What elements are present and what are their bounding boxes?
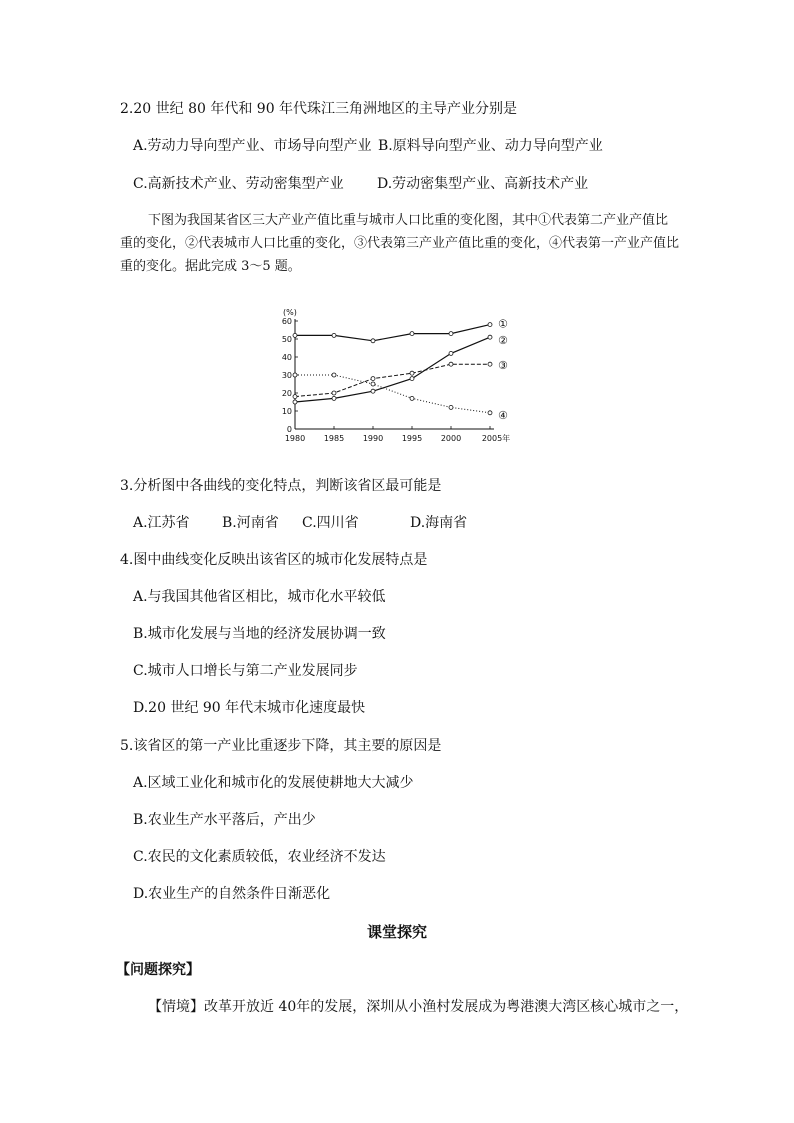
series-4-point bbox=[488, 411, 492, 415]
q5-stem: 5.该省区的第一产业比重逐步下降，其主要的原因是 bbox=[120, 738, 442, 754]
q4-stem: 4.图中曲线变化反映出该省区的城市化发展特点是 bbox=[120, 552, 428, 568]
series-line-1 bbox=[295, 325, 490, 341]
y-axis-tick-labels bbox=[282, 317, 292, 434]
q5-option-b: B.农业生产水平落后，产出少 bbox=[133, 812, 316, 828]
series-1-point bbox=[410, 332, 414, 336]
q4-option-c: C.城市人口增长与第二产业发展同步 bbox=[133, 663, 358, 679]
q2-option-c: C.高新技术产业、劳动密集型产业 bbox=[133, 176, 344, 192]
q3-stem: 3.分析图中各曲线的变化特点，判断该省区最可能是 bbox=[120, 478, 442, 494]
y-tick-label: 0 bbox=[286, 425, 292, 434]
series-3-point bbox=[410, 371, 414, 375]
series-3-point bbox=[488, 362, 492, 366]
y-tick-label: 40 bbox=[281, 353, 292, 362]
series-2-point bbox=[449, 351, 453, 355]
series-line-3 bbox=[295, 364, 490, 396]
q2-option-d: D.劳动密集型产业、高新技术产业 bbox=[377, 176, 589, 192]
series-4-point bbox=[410, 396, 414, 400]
q5-option-a: A.区域工业化和城市化的发展使耕地大大减少 bbox=[133, 775, 414, 791]
x-tick-label: 2005年 bbox=[481, 434, 511, 443]
series-1-point bbox=[371, 339, 375, 343]
x-tick-label: 2000 bbox=[440, 434, 462, 443]
y-tick-label: 20 bbox=[281, 389, 292, 398]
series-3-point bbox=[371, 377, 375, 381]
series-4-point bbox=[371, 382, 375, 386]
series-2-point bbox=[332, 396, 336, 400]
y-axis-unit-label: (%) bbox=[283, 308, 297, 317]
series-line-4 bbox=[295, 375, 490, 413]
q4-option-b: B.城市化发展与当地的经济发展协调一致 bbox=[133, 626, 386, 642]
q3-option-a: A.江苏省 bbox=[133, 515, 190, 531]
series-label-4: ④ bbox=[498, 408, 508, 422]
subsection-title: 【问题探究】 bbox=[116, 962, 200, 978]
series-label-1: ① bbox=[498, 317, 508, 331]
q2-stem: 2.20 世纪 80 年代和 90 年代珠江三角洲地区的主导产业分别是 bbox=[120, 101, 518, 117]
x-tick-label: 1990 bbox=[362, 434, 384, 443]
series-line-2 bbox=[295, 337, 490, 402]
context-paragraph: 【情境】改革开放近 40年的发展，深圳从小渔村发展成为粤港澳大湾区核心城市之一， bbox=[148, 999, 689, 1015]
chart-intro-paragraph: 下图为我国某省区三大产业产值比重与城市人口比重的变化图，其中①代表第二产业产值比重的变化，②代表城市人口比重的变化，③代表第三产业产值比重的变化，④代表第一产业产值比重的变化。据此完成 3～5 题。 bbox=[120, 213, 680, 274]
series-3-point bbox=[332, 391, 336, 395]
x-tick-label: 1985 bbox=[323, 434, 345, 443]
series-1-point bbox=[449, 332, 453, 336]
series-1-point bbox=[332, 333, 336, 337]
series-4-point bbox=[449, 405, 453, 409]
y-tick-label: 50 bbox=[281, 335, 292, 344]
section-title: 课堂探究 bbox=[366, 923, 427, 941]
series-3-point bbox=[449, 362, 453, 366]
series-2-point bbox=[293, 400, 297, 404]
series-1-point bbox=[293, 333, 297, 337]
q3-option-c: C.四川省 bbox=[302, 515, 359, 531]
y-tick-label: 30 bbox=[281, 371, 292, 380]
series-2-point bbox=[410, 377, 414, 381]
y-tick-label: 10 bbox=[281, 407, 292, 416]
series-3-point bbox=[293, 395, 297, 399]
x-tick-label: 1995 bbox=[401, 434, 423, 443]
series-2-point bbox=[371, 389, 375, 393]
q3-option-b: B.河南省 bbox=[222, 515, 279, 531]
chart-series-labels bbox=[498, 318, 508, 422]
series-label-3: ③ bbox=[498, 359, 508, 373]
chart-series-lines bbox=[295, 325, 490, 413]
q4-option-d: D.20 世纪 90 年代末城市化速度最快 bbox=[133, 700, 366, 716]
q4-option-a: A.与我国其他省区相比，城市化水平较低 bbox=[133, 589, 386, 605]
series-1-point bbox=[488, 323, 492, 327]
series-4-point bbox=[332, 373, 336, 377]
series-2-point bbox=[488, 335, 492, 339]
x-tick-label: 1980 bbox=[284, 434, 306, 443]
q2-option-b: B.原料导向型产业、动力导向型产业 bbox=[378, 138, 603, 154]
q5-option-d: D.农业生产的自然条件日渐恶化 bbox=[133, 886, 331, 902]
series-label-2: ② bbox=[498, 334, 508, 348]
chart-series-points bbox=[293, 323, 492, 415]
industry-urbanization-line-chart bbox=[270, 302, 520, 447]
q5-option-c: C.农民的文化素质较低，农业经济不发达 bbox=[133, 849, 386, 865]
q3-option-d: D.海南省 bbox=[410, 515, 468, 531]
series-4-point bbox=[293, 373, 297, 377]
q2-option-a: A.劳动力导向型产业、市场导向型产业 bbox=[133, 138, 372, 154]
y-tick-label: 60 bbox=[281, 317, 292, 326]
x-axis-tick-labels bbox=[285, 433, 510, 443]
